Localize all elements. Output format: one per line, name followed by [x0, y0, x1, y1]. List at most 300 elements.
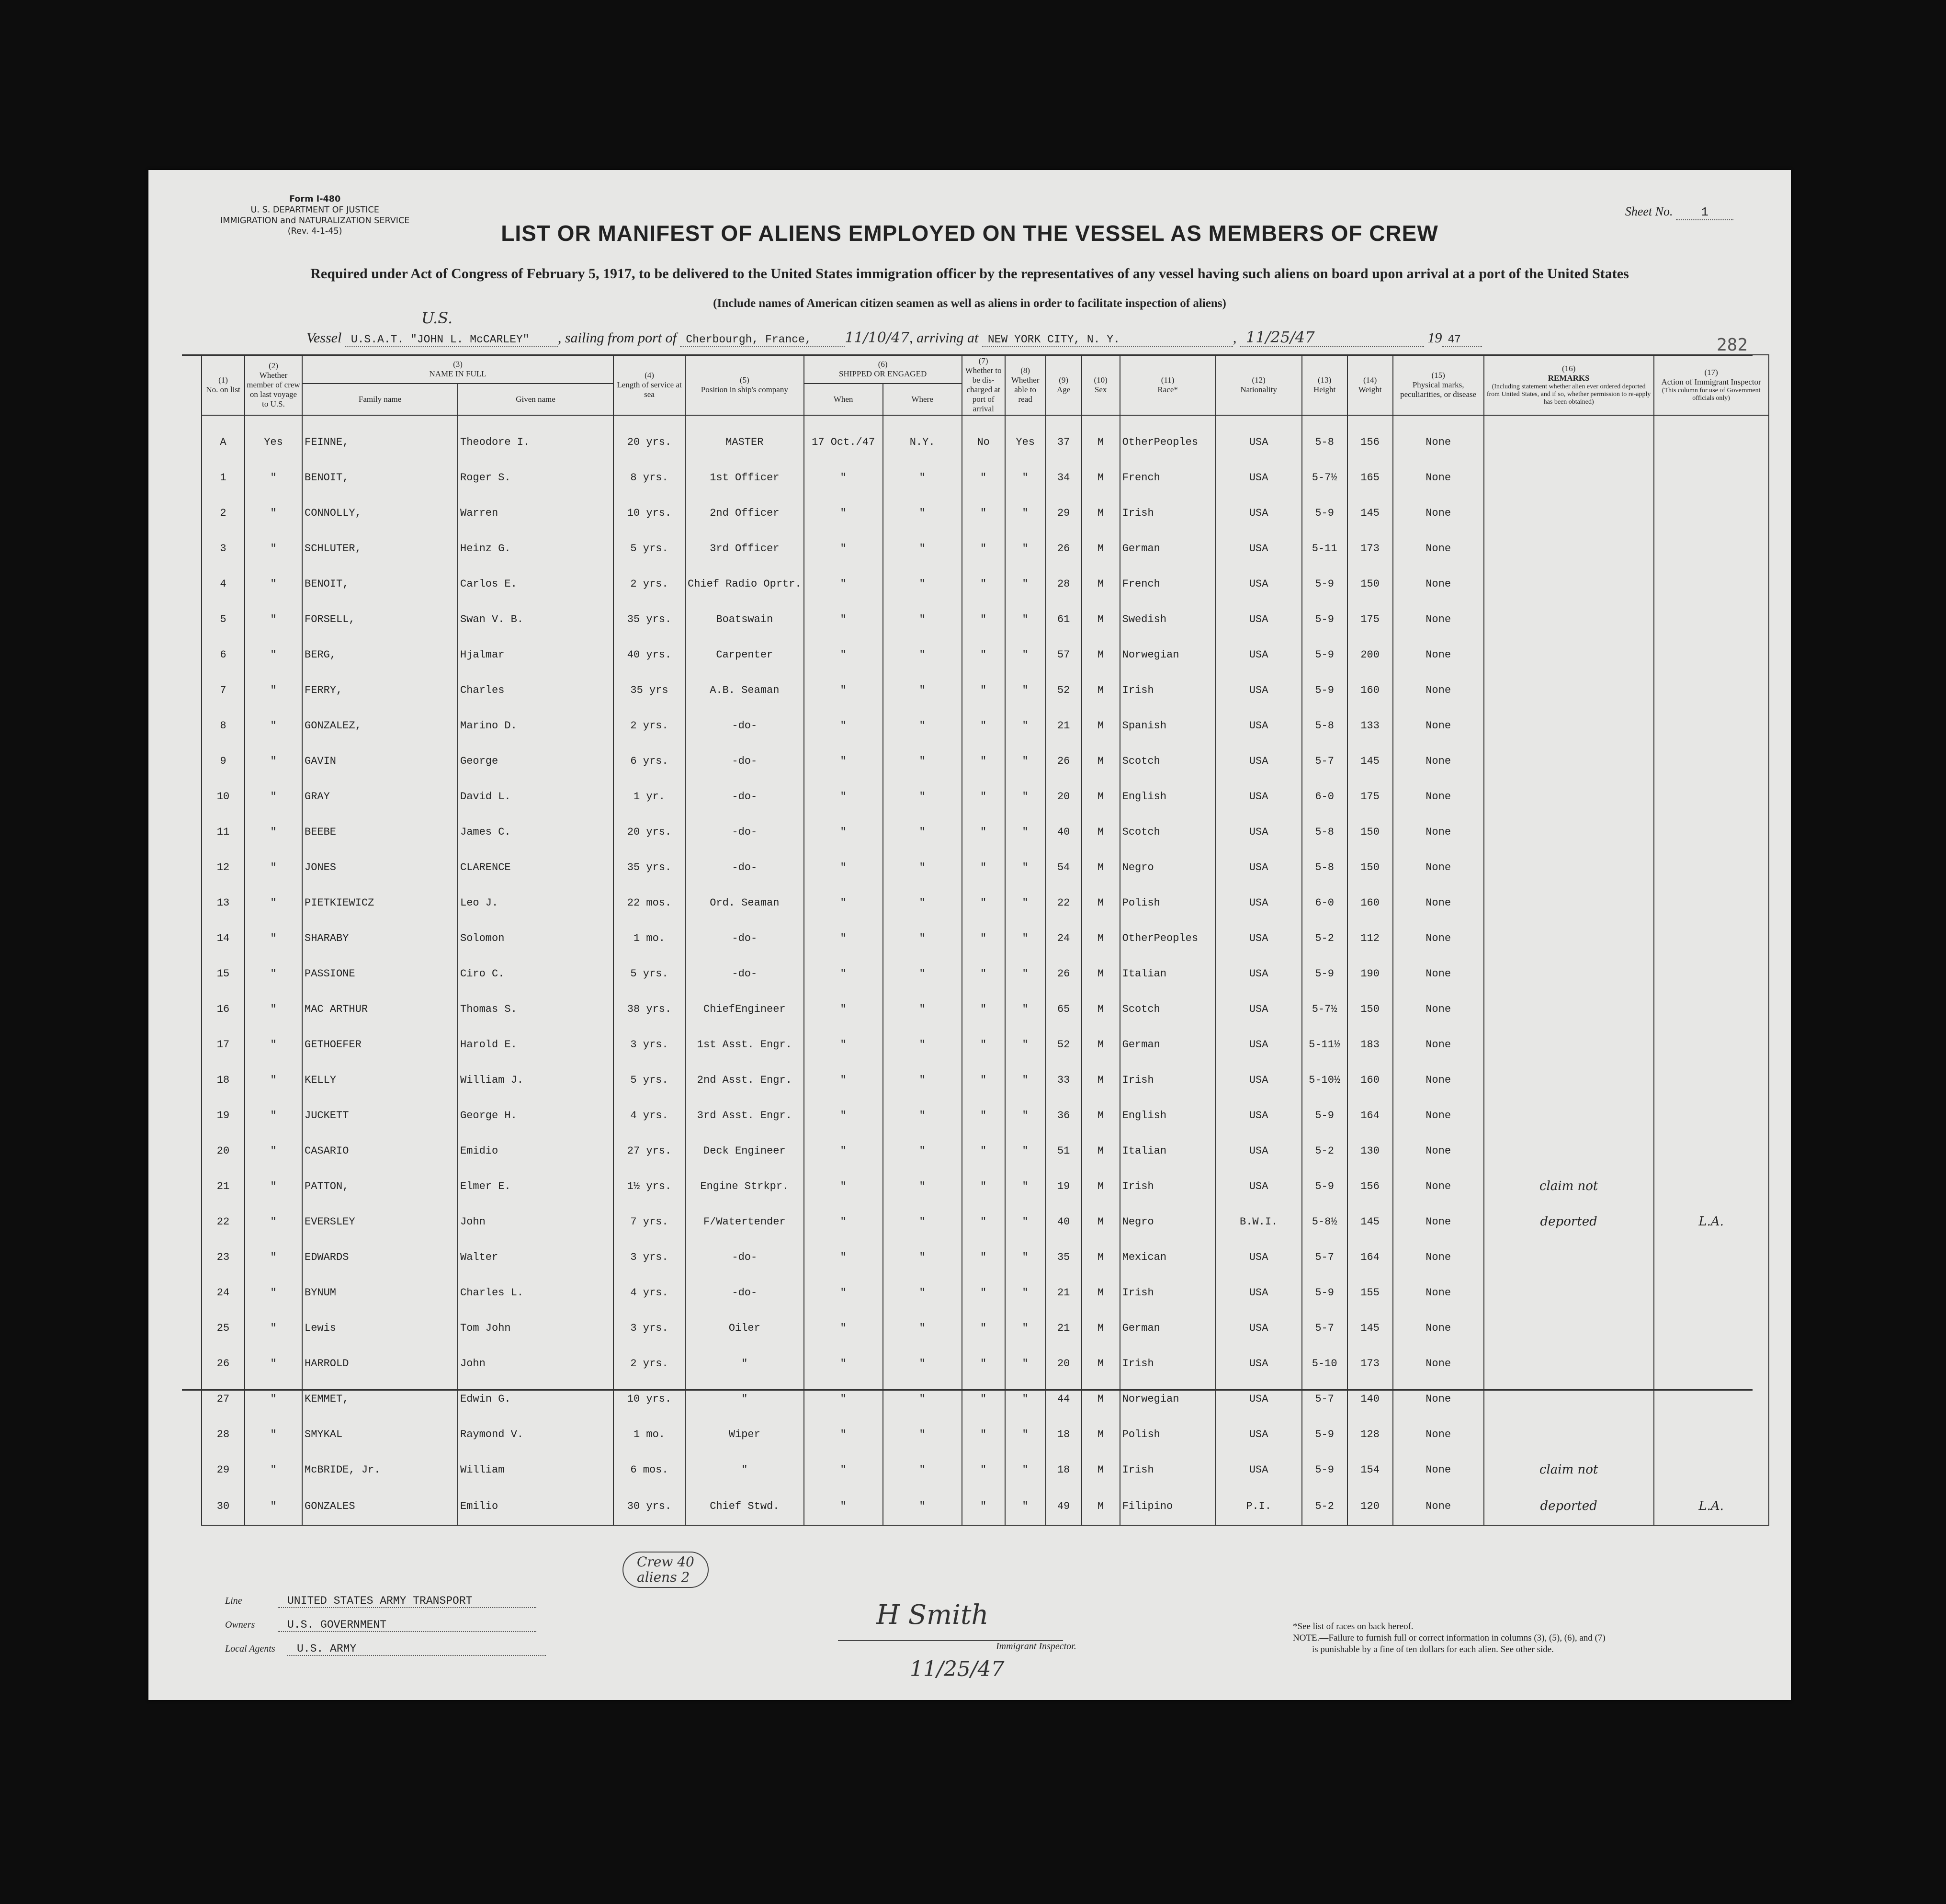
inspector-action: [1654, 1239, 1769, 1275]
shipped-where: ": [883, 1239, 962, 1275]
prev-voyage: ": [245, 1310, 302, 1346]
inspector-action: [1654, 708, 1769, 743]
inspector-action: [1654, 672, 1769, 708]
weight: 164: [1347, 1098, 1393, 1133]
nationality: USA: [1216, 956, 1302, 991]
prev-voyage: ": [245, 1168, 302, 1204]
remarks: [1484, 566, 1654, 601]
vessel-line: Vessel U.S.A.T. "JOHN L. McCARLEY" , sailing from port of Cherbourgh, France, 11/10/47, arriving at NEW YORK CITY, N. Y. , 11/25/47 19 47: [306, 328, 1482, 347]
given-name: Emilio: [458, 1487, 613, 1525]
physical-marks: None: [1393, 1310, 1484, 1346]
remarks: [1484, 637, 1654, 672]
family-name: HARROLD: [302, 1346, 458, 1381]
given-name: Warren: [458, 495, 613, 531]
table-row: [202, 1062, 1769, 1098]
family-name: BENOIT,: [302, 460, 458, 495]
sex: M: [1082, 1062, 1120, 1098]
physical-marks: None: [1393, 708, 1484, 743]
age: 35: [1046, 1239, 1082, 1275]
arriving-label: , arriving at: [909, 330, 979, 346]
col-num: (4): [645, 371, 654, 380]
shipped-when: ": [804, 672, 883, 708]
col-num: (1): [218, 375, 228, 385]
inspector-action: [1654, 1275, 1769, 1310]
able-to-read: ": [1005, 920, 1046, 956]
physical-marks: None: [1393, 1487, 1484, 1525]
shipped-where: ": [883, 601, 962, 637]
inspector-action: [1654, 1168, 1769, 1204]
vessel-name: U.S.A.T. "JOHN L. McCARLEY": [345, 333, 558, 347]
family-name: Lewis: [302, 1310, 458, 1346]
given-name: Roger S.: [458, 460, 613, 495]
remarks: [1484, 460, 1654, 495]
col-header-nationality: [1216, 355, 1302, 415]
discharge: ": [962, 1275, 1005, 1310]
position: 2nd Asst. Engr.: [685, 1062, 804, 1098]
col-header-sex: [1082, 355, 1120, 415]
row-number: 22: [202, 1204, 245, 1239]
sex: M: [1082, 1275, 1120, 1310]
able-to-read: ": [1005, 1417, 1046, 1452]
height: 5-10½: [1302, 1062, 1347, 1098]
prev-voyage: Yes: [245, 415, 302, 460]
service-length: 1 yr.: [613, 779, 685, 814]
family-name: SCHLUTER,: [302, 531, 458, 566]
col-label: No. on list: [206, 385, 240, 394]
service-length: 10 yrs.: [613, 1381, 685, 1417]
age: 28: [1046, 566, 1082, 601]
table-row: [202, 779, 1769, 814]
remarks: [1484, 1417, 1654, 1452]
sex: M: [1082, 1239, 1120, 1275]
inspector-action: L.A.: [1654, 1204, 1769, 1239]
given-name: John: [458, 1204, 613, 1239]
given-name: Theodore I.: [458, 415, 613, 460]
discharge: ": [962, 779, 1005, 814]
able-to-read: ": [1005, 1452, 1046, 1487]
col-num: (3): [453, 360, 463, 369]
age: 26: [1046, 531, 1082, 566]
race: Swedish: [1120, 601, 1216, 637]
form-number: Form I-480: [289, 194, 341, 204]
given-name: Edwin G.: [458, 1381, 613, 1417]
physical-marks: None: [1393, 1062, 1484, 1098]
race: Scotch: [1120, 991, 1216, 1027]
col-num: (6): [878, 360, 888, 369]
able-to-read: ": [1005, 672, 1046, 708]
height: 5-9: [1302, 672, 1347, 708]
sex: M: [1082, 956, 1120, 991]
remarks: [1484, 672, 1654, 708]
remarks: [1484, 1381, 1654, 1417]
weight: 173: [1347, 531, 1393, 566]
remarks: claim not: [1484, 1452, 1654, 1487]
col-label: NAME IN FULL: [429, 369, 486, 378]
remarks: [1484, 495, 1654, 531]
age: 21: [1046, 708, 1082, 743]
physical-marks: None: [1393, 531, 1484, 566]
position: Deck Engineer: [685, 1133, 804, 1168]
able-to-read: ": [1005, 1168, 1046, 1204]
position: Ord. Seaman: [685, 885, 804, 920]
shipped-where: ": [883, 1487, 962, 1525]
table-row: [202, 1346, 1769, 1381]
sex: M: [1082, 991, 1120, 1027]
col-header-discharged: [962, 355, 1005, 415]
position: ": [685, 1346, 804, 1381]
discharge: ": [962, 672, 1005, 708]
weight: 183: [1347, 1027, 1393, 1062]
inspector-action: [1654, 460, 1769, 495]
service-length: 3 yrs.: [613, 1027, 685, 1062]
prev-voyage: ": [245, 637, 302, 672]
sex: M: [1082, 1310, 1120, 1346]
service-length: 27 yrs.: [613, 1133, 685, 1168]
weight: 133: [1347, 708, 1393, 743]
nationality: USA: [1216, 850, 1302, 885]
sex: M: [1082, 1133, 1120, 1168]
prev-voyage: ": [245, 814, 302, 850]
service-length: 6 yrs.: [613, 743, 685, 779]
col-header-marks: [1393, 355, 1484, 415]
inspector-action: [1654, 991, 1769, 1027]
col-label: Sex: [1094, 385, 1107, 394]
nationality: USA: [1216, 1027, 1302, 1062]
age: 40: [1046, 814, 1082, 850]
prev-voyage: ": [245, 531, 302, 566]
weight: 156: [1347, 1168, 1393, 1204]
row-number: 30: [202, 1487, 245, 1525]
col-header-name: [302, 355, 613, 384]
age: 26: [1046, 743, 1082, 779]
position: -do-: [685, 1275, 804, 1310]
height: 5-8½: [1302, 1204, 1347, 1239]
sex: M: [1082, 920, 1120, 956]
nationality: USA: [1216, 672, 1302, 708]
col-label: Race*: [1157, 385, 1178, 394]
service-length: 7 yrs.: [613, 1204, 685, 1239]
col-label: Position in ship's company: [701, 385, 788, 394]
age: 33: [1046, 1062, 1082, 1098]
row-number: 12: [202, 850, 245, 885]
nationality: USA: [1216, 885, 1302, 920]
age: 40: [1046, 1204, 1082, 1239]
service-length: 4 yrs.: [613, 1275, 685, 1310]
col-label: Physical marks, peculiarities, or disease: [1400, 380, 1477, 399]
prev-voyage: ": [245, 991, 302, 1027]
age: 44: [1046, 1381, 1082, 1417]
given-name: Marino D.: [458, 708, 613, 743]
row-number: 2: [202, 495, 245, 531]
table-row: [202, 1204, 1769, 1239]
discharge: ": [962, 531, 1005, 566]
given-name: William: [458, 1452, 613, 1487]
position: 1st Officer: [685, 460, 804, 495]
given-name: Carlos E.: [458, 566, 613, 601]
family-name: GONZALEZ,: [302, 708, 458, 743]
col-num: (9): [1059, 375, 1069, 385]
shipped-where: ": [883, 1417, 962, 1452]
sex: M: [1082, 1381, 1120, 1417]
physical-marks: None: [1393, 1027, 1484, 1062]
weight: 200: [1347, 637, 1393, 672]
race: French: [1120, 566, 1216, 601]
table-row: [202, 1027, 1769, 1062]
weight: 112: [1347, 920, 1393, 956]
discharge: ": [962, 1310, 1005, 1346]
table-row: [202, 991, 1769, 1027]
line-field: [225, 1595, 536, 1608]
able-to-read: ": [1005, 956, 1046, 991]
height: 5-7: [1302, 1381, 1347, 1417]
given-name: Leo J.: [458, 885, 613, 920]
service-length: 4 yrs.: [613, 1098, 685, 1133]
age: 34: [1046, 460, 1082, 495]
given-name: James C.: [458, 814, 613, 850]
position: Boatswain: [685, 601, 804, 637]
physical-marks: None: [1393, 601, 1484, 637]
col-label: SHIPPED OR ENGAGED: [839, 369, 927, 378]
inspector-action: [1654, 637, 1769, 672]
sex: M: [1082, 672, 1120, 708]
shipped-when: ": [804, 1133, 883, 1168]
given-name: Walter: [458, 1239, 613, 1275]
col-sublabel: (This column for use of Government officials only): [1662, 387, 1761, 402]
discharge: ": [962, 1027, 1005, 1062]
weight: 145: [1347, 1310, 1393, 1346]
nationality: USA: [1216, 1452, 1302, 1487]
shipped-when: ": [804, 1275, 883, 1310]
family-name: PATTON,: [302, 1168, 458, 1204]
service-length: 6 mos.: [613, 1452, 685, 1487]
able-to-read: ": [1005, 460, 1046, 495]
row-number: 27: [202, 1381, 245, 1417]
given-name: Ciro C.: [458, 956, 613, 991]
weight: 150: [1347, 814, 1393, 850]
sex: M: [1082, 415, 1120, 460]
physical-marks: None: [1393, 1346, 1484, 1381]
age: 21: [1046, 1275, 1082, 1310]
row-number: 21: [202, 1168, 245, 1204]
prev-voyage: ": [245, 460, 302, 495]
inspector-date: 11/25/47: [910, 1657, 1005, 1681]
position: Chief Stwd.: [685, 1487, 804, 1525]
sex: M: [1082, 814, 1120, 850]
height: 5-2: [1302, 1133, 1347, 1168]
discharge: ": [962, 1062, 1005, 1098]
agents-value: U.S. ARMY: [287, 1643, 546, 1656]
col-header-remarks: [1484, 355, 1654, 415]
shipped-when: ": [804, 991, 883, 1027]
race: Scotch: [1120, 814, 1216, 850]
able-to-read: ": [1005, 850, 1046, 885]
shipped-where: ": [883, 1133, 962, 1168]
physical-marks: None: [1393, 637, 1484, 672]
shipped-when: ": [804, 531, 883, 566]
table-row: [202, 1417, 1769, 1452]
service-length: 20 yrs.: [613, 814, 685, 850]
shipped-where: ": [883, 708, 962, 743]
shipped-where: ": [883, 637, 962, 672]
table-row: [202, 672, 1769, 708]
family-name: FORSELL,: [302, 601, 458, 637]
given-name: George H.: [458, 1098, 613, 1133]
height: 6-0: [1302, 779, 1347, 814]
col-num: (7): [978, 356, 988, 365]
height: 5-7: [1302, 1239, 1347, 1275]
prev-voyage: ": [245, 1452, 302, 1487]
prev-voyage: ": [245, 1417, 302, 1452]
shipped-when: ": [804, 1346, 883, 1381]
table-row: [202, 1310, 1769, 1346]
table-row: [202, 495, 1769, 531]
weight: 130: [1347, 1133, 1393, 1168]
row-number: 28: [202, 1417, 245, 1452]
able-to-read: ": [1005, 495, 1046, 531]
service-length: 38 yrs.: [613, 991, 685, 1027]
prev-voyage: ": [245, 920, 302, 956]
shipped-when: ": [804, 743, 883, 779]
shipped-where: N.Y.: [883, 415, 962, 460]
shipped-when: ": [804, 1027, 883, 1062]
position: Chief Radio Oprtr.: [685, 566, 804, 601]
age: 52: [1046, 672, 1082, 708]
race: Negro: [1120, 1204, 1216, 1239]
able-to-read: ": [1005, 814, 1046, 850]
shipped-when: ": [804, 885, 883, 920]
crew-table: [201, 354, 1769, 1526]
age: 29: [1046, 495, 1082, 531]
nationality: USA: [1216, 531, 1302, 566]
given-name: Elmer E.: [458, 1168, 613, 1204]
physical-marks: None: [1393, 885, 1484, 920]
prev-voyage: ": [245, 1239, 302, 1275]
service-length: 8 yrs.: [613, 460, 685, 495]
discharge: ": [962, 1487, 1005, 1525]
col-num: (17): [1704, 368, 1718, 377]
inspector-action: [1654, 850, 1769, 885]
position: -do-: [685, 956, 804, 991]
agents-field: [225, 1643, 546, 1656]
table-row: [202, 566, 1769, 601]
height: 5-9: [1302, 1168, 1347, 1204]
nationality: USA: [1216, 601, 1302, 637]
shipped-where: ": [883, 1204, 962, 1239]
race: Irish: [1120, 1062, 1216, 1098]
agents-label: Local Agents: [225, 1643, 275, 1654]
family-name: BENOIT,: [302, 566, 458, 601]
shipped-where: ": [883, 1381, 962, 1417]
nationality: USA: [1216, 460, 1302, 495]
row-number: 9: [202, 743, 245, 779]
shipped-where: ": [883, 991, 962, 1027]
prev-voyage: ": [245, 1098, 302, 1133]
shipped-where: ": [883, 920, 962, 956]
table-row: [202, 1452, 1769, 1487]
race: German: [1120, 1310, 1216, 1346]
shipped-where: ": [883, 1452, 962, 1487]
family-name: SMYKAL: [302, 1417, 458, 1452]
position: Wiper: [685, 1417, 804, 1452]
discharge: ": [962, 885, 1005, 920]
remarks: [1484, 415, 1654, 460]
inspector-action: [1654, 1062, 1769, 1098]
discharge: No: [962, 415, 1005, 460]
col-num: (15): [1431, 371, 1445, 380]
table-row: [202, 531, 1769, 566]
nationality: USA: [1216, 1417, 1302, 1452]
shipped-where: ": [883, 1346, 962, 1381]
prev-voyage: ": [245, 850, 302, 885]
position: F/Watertender: [685, 1204, 804, 1239]
shipped-when: ": [804, 814, 883, 850]
shipped-when: ": [804, 566, 883, 601]
row-number: 7: [202, 672, 245, 708]
sheet-label: Sheet No.: [1625, 204, 1673, 218]
prev-voyage: ": [245, 566, 302, 601]
prev-voyage: ": [245, 495, 302, 531]
handwritten-us: U.S.: [421, 309, 453, 327]
able-to-read: ": [1005, 566, 1046, 601]
discharge: ": [962, 1098, 1005, 1133]
nationality: USA: [1216, 1275, 1302, 1310]
remarks: [1484, 601, 1654, 637]
col-label: Whether to be dis-charged at port of arrival: [965, 366, 1002, 413]
age: 18: [1046, 1417, 1082, 1452]
col-header-height: [1302, 355, 1347, 415]
service-length: 5 yrs.: [613, 531, 685, 566]
race: English: [1120, 1098, 1216, 1133]
nationality: USA: [1216, 1168, 1302, 1204]
family-name: BYNUM: [302, 1275, 458, 1310]
physical-marks: None: [1393, 1452, 1484, 1487]
position: MASTER: [685, 415, 804, 460]
col-num: (16): [1561, 364, 1576, 373]
family-name: FERRY,: [302, 672, 458, 708]
service-length: 22 mos.: [613, 885, 685, 920]
physical-marks: None: [1393, 743, 1484, 779]
prev-voyage: ": [245, 672, 302, 708]
physical-marks: None: [1393, 495, 1484, 531]
given-name: Charles L.: [458, 1275, 613, 1310]
weight: 173: [1347, 1346, 1393, 1381]
sex: M: [1082, 566, 1120, 601]
prev-voyage: ": [245, 708, 302, 743]
prev-voyage: ": [245, 1381, 302, 1417]
prev-voyage: ": [245, 601, 302, 637]
discharge: ": [962, 743, 1005, 779]
note-races: *See list of races on back hereof.: [1293, 1621, 1414, 1632]
col-header-where: Where: [883, 384, 962, 415]
sheet-value: 1: [1676, 205, 1733, 220]
inspector-action: [1654, 743, 1769, 779]
crew-count-note: [622, 1552, 709, 1588]
remarks: [1484, 1239, 1654, 1275]
race: Mexican: [1120, 1239, 1216, 1275]
race: Italian: [1120, 1133, 1216, 1168]
inspector-action: [1654, 1098, 1769, 1133]
race: Irish: [1120, 672, 1216, 708]
discharge: ": [962, 1239, 1005, 1275]
col-header-family: Family name: [302, 384, 458, 415]
prev-voyage: ": [245, 743, 302, 779]
position: -do-: [685, 1239, 804, 1275]
race: OtherPeoples: [1120, 920, 1216, 956]
arrival-port: NEW YORK CITY, N. Y.: [982, 333, 1233, 347]
discharge: ": [962, 1168, 1005, 1204]
col-num: (12): [1252, 375, 1266, 385]
able-to-read: ": [1005, 1381, 1046, 1417]
